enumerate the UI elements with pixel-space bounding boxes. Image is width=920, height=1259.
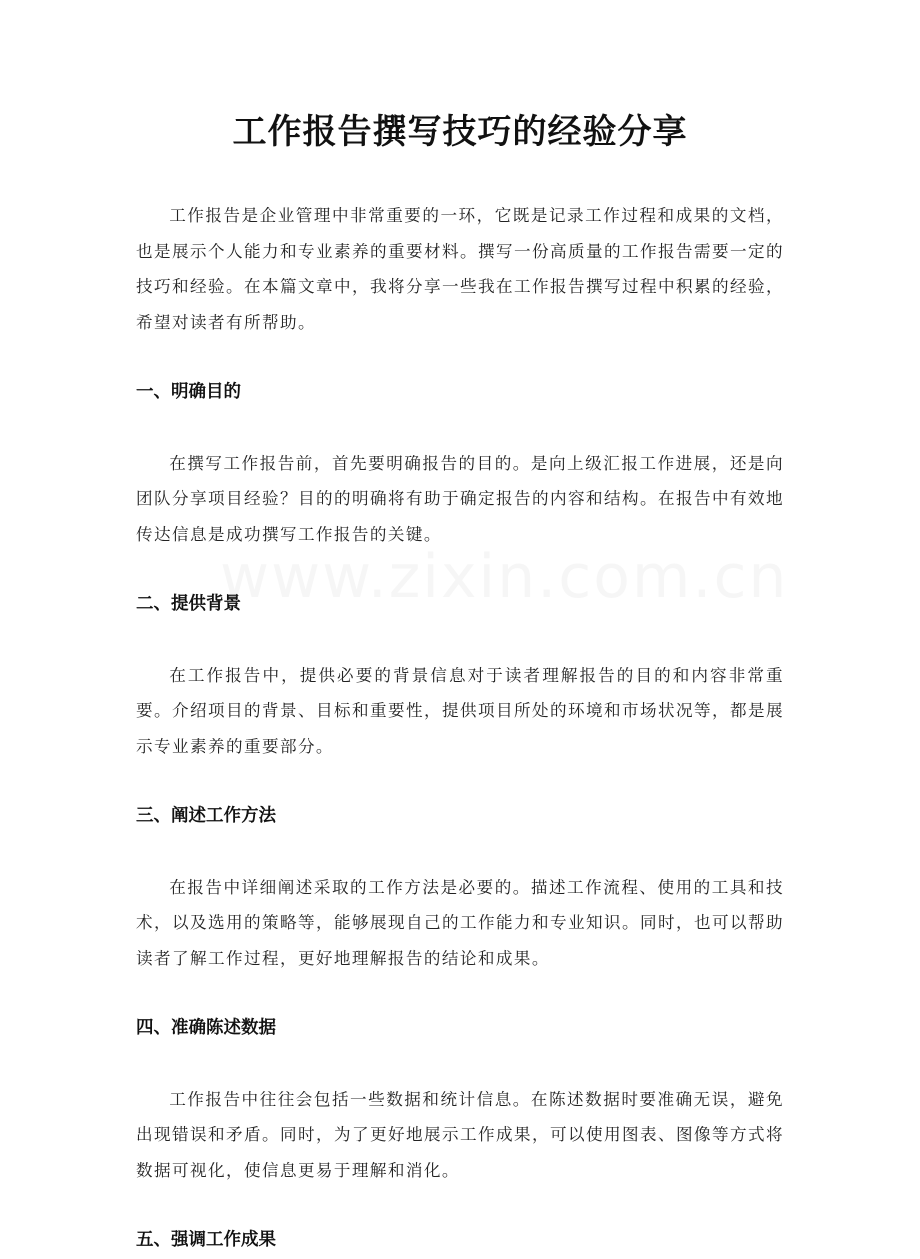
- section-heading-4: 四、准确陈述数据: [136, 1018, 276, 1038]
- document-title: 工作报告撰写技巧的经验分享: [232, 112, 688, 152]
- section-body-1: 在撰写工作报告前，首先要明确报告的目的。是向上级汇报工作进展，还是向团队分享项目经验？目的的明确将有助于确定报告的内容和结构。在报告中有效地传达信息是成功撰写工作报告的关键。: [136, 453, 784, 544]
- section-body-4: 工作报告中往往会包括一些数据和统计信息。在陈述数据时要准确无误，避免出现错误和矛盾。同时，为了更好地展示工作成果，可以使用图表、图像等方式将数据可视化，使信息更易于理解和消化。: [136, 1089, 784, 1180]
- watermark: www.zixin.com.cn: [220, 542, 789, 612]
- section-body-2: 在工作报告中，提供必要的背景信息对于读者理解报告的目的和内容非常重要。介绍项目的背景、目标和重要性，提供项目所处的环境和市场状况等，都是展示专业素养的重要部分。: [136, 665, 784, 756]
- section-heading-2: 二、提供背景: [136, 594, 241, 614]
- section-heading-5: 五、强调工作成果: [136, 1230, 276, 1250]
- intro-paragraph: 工作报告是企业管理中非常重要的一环，它既是记录工作过程和成果的文档，也是展示个人能力和专业素养的重要材料。撰写一份高质量的工作报告需要一定的技巧和经验。在本篇文章中，我将分享一些我在工作报告撰写过程中积累的经验，希望对读者有所帮助。: [136, 206, 784, 332]
- section-body-3: 在报告中详细阐述采取的工作方法是必要的。描述工作流程、使用的工具和技术，以及选用的策略等，能够展现自己的工作能力和专业知识。同时，也可以帮助读者了解工作过程，更好地理解报告的结论和成果。: [136, 877, 784, 968]
- section-heading-1: 一、明确目的: [136, 382, 241, 402]
- section-heading-3: 三、阐述工作方法: [136, 806, 276, 826]
